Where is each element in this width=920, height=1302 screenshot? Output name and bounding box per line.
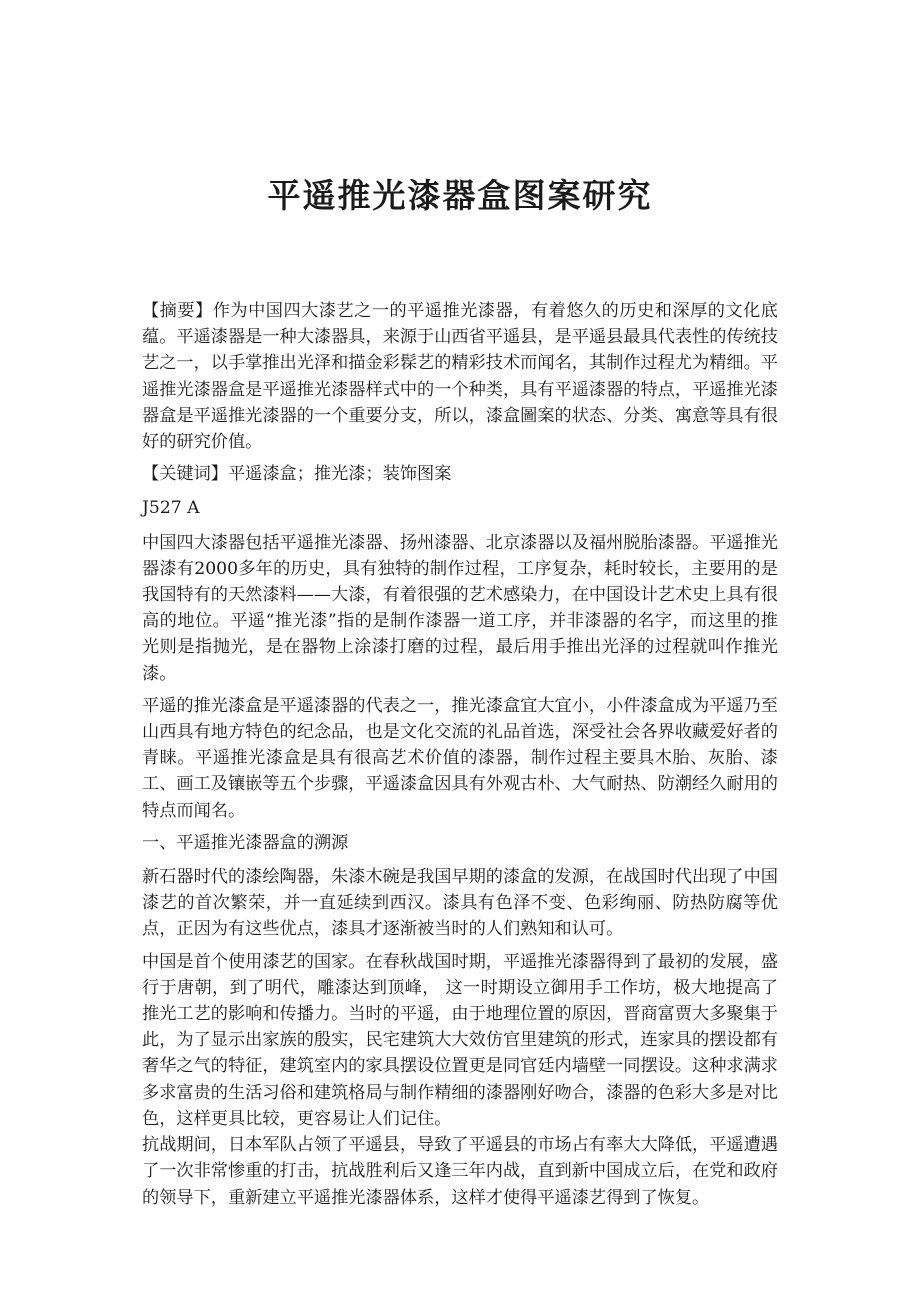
body-paragraph: 新石器时代的漆绘陶器，朱漆木碗是我国早期的漆盒的发源，在战国时代出现了中国漆艺的首次繁荣，并一直延续到西汉。漆具有色泽不变、色彩绚丽、防热防腐等优点，正因为有这些优点，漆具才逐渐被当时的人们熟知和认可。 xyxy=(142,867,778,940)
abstract-paragraph: 【摘要】作为中国四大漆艺之一的平遥推光漆器，有着悠久的历史和深厚的文化底蕴。平遥漆器是一种大漆器具，来源于山西省平遥县，是平遥县最具代表性的传统技艺之一，以手掌推出光泽和描金彩髹艺的精彩技术而闻名，其制作过程尤为精细。平遥推光漆器盒是平遥推光漆器样式中的一个种类，具有平遥漆器的特点，平遥推光漆器盒是平遥推光漆器的一个重要分支，所以，漆盒圖案的状态、分类、寓意等具有很好的研究价值。 xyxy=(142,301,778,453)
body-paragraph: 抗战期间，日本军队占领了平遥县，导致了平遥县的市场占有率大大降低，平遥遭遇了一次非常惨重的打击，抗战胜利后又逢三年内战，直到新中国成立后，在党和政府的领导下，重新建立平遥推光漆器体系，这样才使得平遥漆艺得到了恢复。 xyxy=(142,1135,778,1208)
body-paragraph: 中国四大漆器包括平遥推光漆器、扬州漆器、北京漆器以及福州脱胎漆器。平遥推光器漆有2000多年的历史，具有独特的制作过程，工序复杂，耗时较长，主要用的是我国特有的天然漆料——大漆，有着很强的艺术感染力，在中国设计艺术史上具有很高的地位。平遥“推光漆”指的是制作漆器一道工序，并非漆器的名字，而这里的推光则是指抛光，是在器物上涂漆打磨的过程，最后用手推出光泽的过程就叫作推光漆。 xyxy=(142,532,778,684)
keywords-line: 【关键词】平遥漆盒；推光漆；装饰图案 xyxy=(142,464,452,485)
body-paragraph: 平遥的推光漆盒是平遥漆器的代表之一，推光漆盒宜大宜小，小件漆盒成为平遥乃至山西具有地方特色的纪念品，也是文化交流的礼品首选，深受社会各界收藏爱好者的青睐。平遥推光漆盒是具有很高艺术价值的漆器，制作过程主要具木胎、灰胎、漆工、画工及镶嵌等五个步骤，平遥漆盒因具有外观古朴、大气耐热、防潮经久耐用的特点而闻名。 xyxy=(142,695,778,821)
document-body xyxy=(142,298,778,1217)
document-title: 平遥推光漆器盒图案研究 xyxy=(267,176,653,215)
classification-code: J527 A xyxy=(142,498,200,519)
body-paragraph: 中国是首个使用漆艺的国家。在春秋战国时期，平遥推光漆器得到了最初的发展，盛行于唐朝，到了明代，雕漆达到顶峰， 这一时期设立御用手工作坊，极大地提高了推光工艺的影响和传播力。当时的平遥，由于地理位置的原因，晋商富贾大多聚集于此，为了显示出家族的殷实，民宅建筑大大效仿官里建筑的形式，连家具的摆设都有奢华之气的特征，建筑室内的家具摆设位置更是同官廷内墙壁一同摆设。这种求满求多求富贵的生活习俗和建筑格局与制作精细的漆器刚好吻合，漆器的色彩大多是对比色，这样更具比较，更容易让人们记住。 xyxy=(142,951,778,1129)
section-heading: 一、平遥推光漆器盒的溯源 xyxy=(142,832,349,853)
